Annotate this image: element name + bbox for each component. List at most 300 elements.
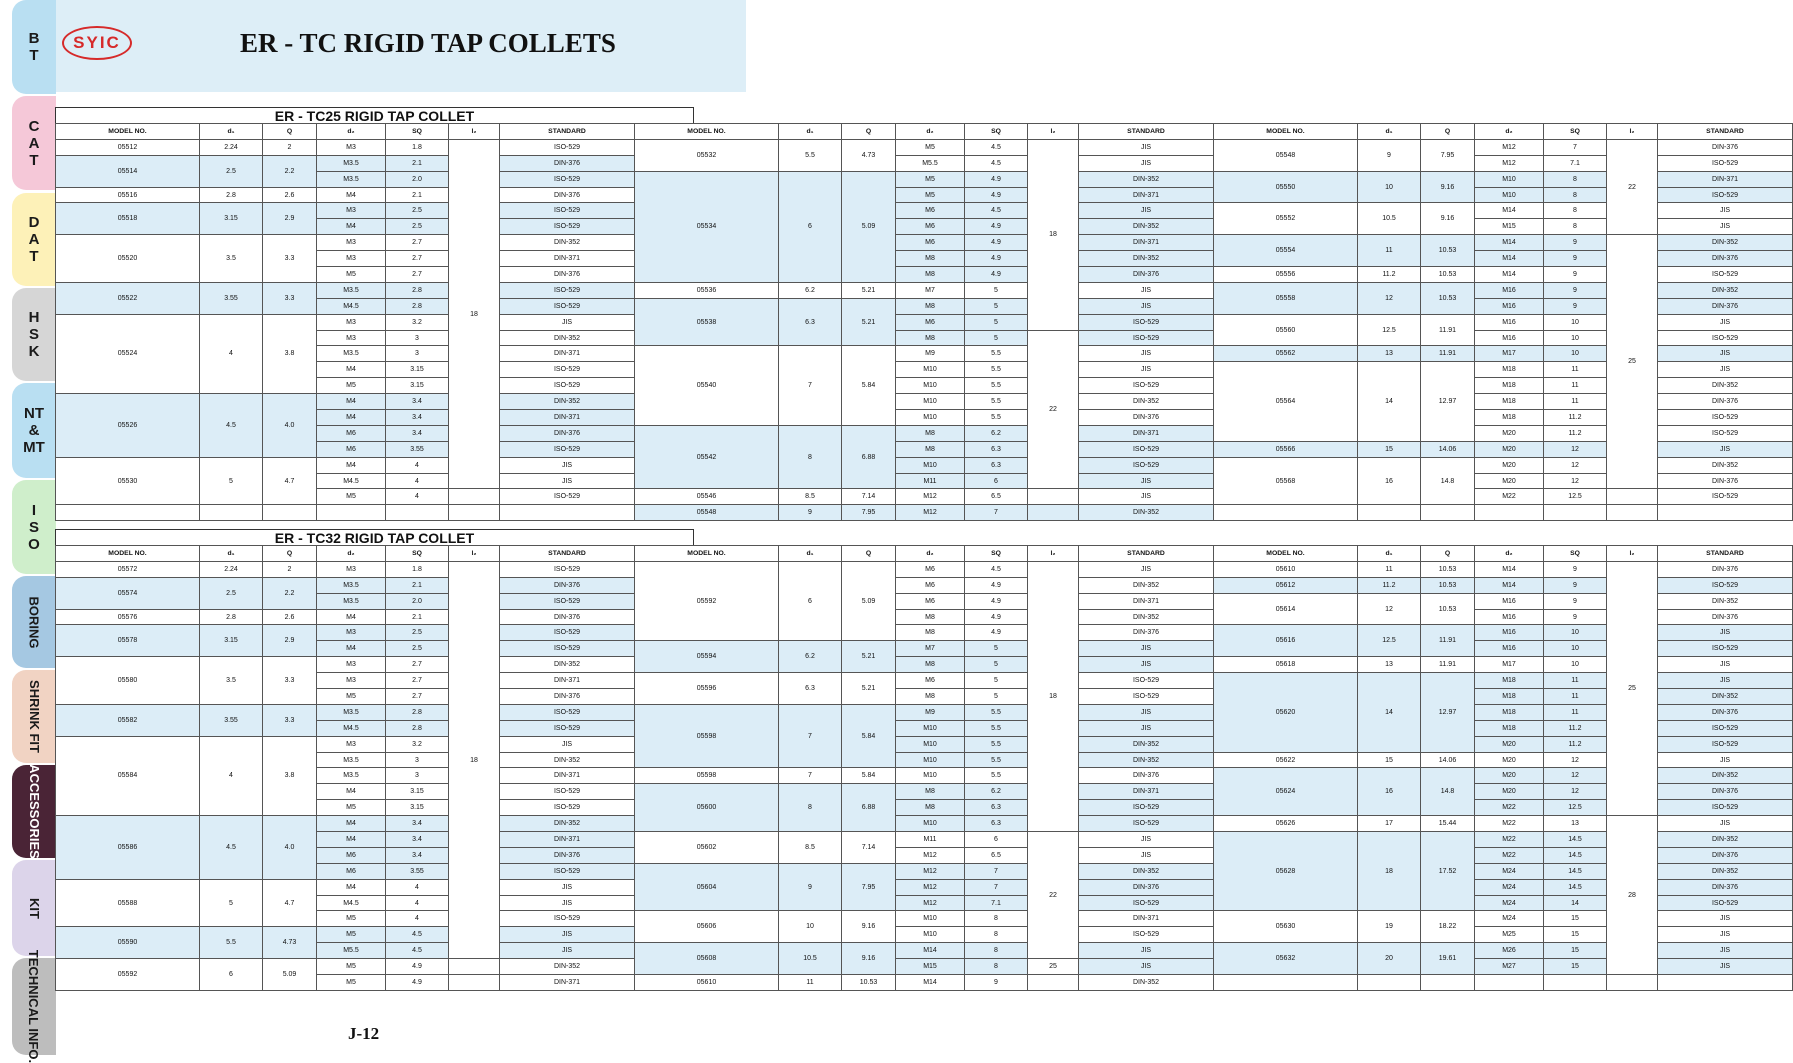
d2-cell: M20 xyxy=(1475,768,1544,784)
standard-cell: DIN-376 xyxy=(1658,251,1793,267)
model-no-cell: 05556 xyxy=(1214,267,1358,283)
d2-cell: M8 xyxy=(896,425,965,441)
standard-cell: ISO-529 xyxy=(1658,410,1793,426)
d1-cell: 8 xyxy=(779,784,842,832)
sq-cell: 4.5 xyxy=(386,927,449,943)
standard-cell: JIS xyxy=(1658,816,1793,832)
d1-cell: 9 xyxy=(779,863,842,911)
column-header: l₂ xyxy=(449,124,500,140)
d2-cell: M11 xyxy=(896,832,965,848)
d2-cell: M8 xyxy=(896,298,965,314)
d1-cell: 12.5 xyxy=(1358,314,1421,346)
q-cell: 5.21 xyxy=(842,282,896,298)
sq-cell: 4.9 xyxy=(965,609,1028,625)
sq-cell: 11.2 xyxy=(1544,736,1607,752)
standard-cell: JIS xyxy=(1658,625,1793,641)
model-no-cell: 05582 xyxy=(56,704,200,736)
sq-cell: 5 xyxy=(965,641,1028,657)
sq-cell: 2.7 xyxy=(386,235,449,251)
standard-cell: ISO-529 xyxy=(500,720,635,736)
q-cell: 5.84 xyxy=(842,704,896,768)
sq-cell: 12 xyxy=(1544,473,1607,489)
standard-cell: ISO-529 xyxy=(1079,895,1214,911)
q-cell: 4.7 xyxy=(263,457,317,505)
standard-cell: DIN-376 xyxy=(1079,768,1214,784)
d2-cell: M3.5 xyxy=(317,282,386,298)
d2-cell: M5 xyxy=(317,975,386,991)
d2-cell: M8 xyxy=(896,330,965,346)
q-cell: 10.53 xyxy=(1421,593,1475,625)
sq-cell: 6.3 xyxy=(965,441,1028,457)
sq-cell: 2.5 xyxy=(386,625,449,641)
column-header: MODEL NO. xyxy=(1214,124,1358,140)
d2-cell: M17 xyxy=(1475,657,1544,673)
standard-cell: ISO-529 xyxy=(500,203,635,219)
standard-cell: ISO-529 xyxy=(500,641,635,657)
l2-cell: 22 xyxy=(1028,330,1079,489)
model-no-cell: 05520 xyxy=(56,235,200,283)
model-no-cell: 05600 xyxy=(635,784,779,832)
sq-cell: 3.15 xyxy=(386,362,449,378)
standard-cell: ISO-529 xyxy=(1658,155,1793,171)
model-no-cell: 05632 xyxy=(1214,943,1358,975)
model-no-cell: 05524 xyxy=(56,314,200,393)
empty-cell xyxy=(1214,975,1358,991)
d2-cell: M10 xyxy=(896,720,965,736)
d2-cell: M12 xyxy=(896,505,965,521)
d1-cell: 11.2 xyxy=(1358,577,1421,593)
column-header: d₂ xyxy=(896,546,965,562)
d2-cell: M18 xyxy=(1475,673,1544,689)
tab-shrink-fit[interactable]: SHRINK FIT xyxy=(12,670,56,763)
d2-cell: M20 xyxy=(1475,425,1544,441)
model-no-cell: 05560 xyxy=(1214,314,1358,346)
tab-boring[interactable]: BORING xyxy=(12,576,56,668)
sq-cell: 4.9 xyxy=(386,975,449,991)
standard-cell: ISO-529 xyxy=(1079,800,1214,816)
d2-cell: M6 xyxy=(896,203,965,219)
standard-cell: JIS xyxy=(1658,362,1793,378)
q-cell: 3.3 xyxy=(263,704,317,736)
d2-cell: M4 xyxy=(317,187,386,203)
standard-cell: DIN-352 xyxy=(500,657,635,673)
column-header: STANDARD xyxy=(1658,546,1793,562)
sq-cell: 11.2 xyxy=(1544,410,1607,426)
standard-cell: ISO-529 xyxy=(500,800,635,816)
tab-bt[interactable]: B T xyxy=(12,0,56,94)
standard-cell: DIN-371 xyxy=(1079,425,1214,441)
model-no-cell: 05620 xyxy=(1214,673,1358,752)
q-cell: 19.61 xyxy=(1421,943,1475,975)
standard-cell: ISO-529 xyxy=(1658,736,1793,752)
sq-cell: 3.4 xyxy=(386,425,449,441)
model-no-cell: 05530 xyxy=(56,457,200,505)
standard-cell: ISO-529 xyxy=(500,704,635,720)
d2-cell: M8 xyxy=(896,689,965,705)
q-cell: 3.8 xyxy=(263,736,317,815)
sq-cell: 9 xyxy=(1544,235,1607,251)
sq-cell: 6.2 xyxy=(965,425,1028,441)
standard-cell: JIS xyxy=(1079,139,1214,155)
sq-cell: 3.55 xyxy=(386,863,449,879)
model-no-cell: 05562 xyxy=(1214,346,1358,362)
q-cell: 12.97 xyxy=(1421,673,1475,752)
sq-cell: 8 xyxy=(965,943,1028,959)
sq-cell: 10 xyxy=(1544,657,1607,673)
model-no-cell: 05516 xyxy=(56,187,200,203)
model-no-cell: 05588 xyxy=(56,879,200,927)
sq-cell: 15 xyxy=(1544,959,1607,975)
d2-cell: M20 xyxy=(1475,784,1544,800)
d2-cell: M8 xyxy=(896,609,965,625)
empty-cell xyxy=(1358,505,1421,521)
d2-cell: M18 xyxy=(1475,378,1544,394)
standard-cell: DIN-371 xyxy=(500,673,635,689)
d2-cell: M20 xyxy=(1475,752,1544,768)
model-no-cell: 05608 xyxy=(635,943,779,975)
sq-cell: 7.1 xyxy=(965,895,1028,911)
tab-cat[interactable]: C A T xyxy=(12,96,56,190)
model-no-cell: 05514 xyxy=(56,155,200,187)
sq-cell: 6.3 xyxy=(965,457,1028,473)
sq-cell: 6.3 xyxy=(965,816,1028,832)
tab-dat[interactable]: D A T xyxy=(12,193,56,286)
q-cell: 5.21 xyxy=(842,298,896,346)
sq-cell: 2.8 xyxy=(386,298,449,314)
tc25-table-section xyxy=(55,107,1744,521)
d1-cell: 7 xyxy=(779,704,842,768)
d2-cell: M12 xyxy=(896,879,965,895)
d2-cell: M6 xyxy=(317,847,386,863)
model-no-cell: 05594 xyxy=(635,641,779,673)
standard-cell: DIN-352 xyxy=(500,330,635,346)
tab-hsk[interactable]: H S K xyxy=(12,288,56,381)
sq-cell: 2.0 xyxy=(386,171,449,187)
model-no-cell: 05540 xyxy=(635,346,779,425)
sq-cell: 3.15 xyxy=(386,784,449,800)
d2-cell: M6 xyxy=(896,673,965,689)
column-header: d₁ xyxy=(1358,546,1421,562)
l2-cell: 18 xyxy=(1028,561,1079,831)
d2-cell: M24 xyxy=(1475,911,1544,927)
q-cell: 14.8 xyxy=(1421,768,1475,816)
standard-cell: DIN-352 xyxy=(1079,394,1214,410)
d1-cell: 6 xyxy=(779,171,842,282)
sq-cell: 14.5 xyxy=(1544,832,1607,848)
sq-cell: 2.1 xyxy=(386,609,449,625)
d2-cell: M8 xyxy=(896,251,965,267)
sq-cell: 12 xyxy=(1544,457,1607,473)
sq-cell: 3.4 xyxy=(386,410,449,426)
d2-cell: M18 xyxy=(1475,362,1544,378)
sq-cell: 5 xyxy=(965,689,1028,705)
d2-cell: M5 xyxy=(896,139,965,155)
standard-cell: DIN-352 xyxy=(1079,736,1214,752)
sq-cell: 8 xyxy=(1544,171,1607,187)
d2-cell: M10 xyxy=(896,394,965,410)
d1-cell: 17 xyxy=(1358,816,1421,832)
d1-cell: 13 xyxy=(1358,657,1421,673)
standard-cell: JIS xyxy=(500,736,635,752)
sq-cell: 11 xyxy=(1544,704,1607,720)
sq-cell: 7 xyxy=(965,879,1028,895)
q-cell: 5.21 xyxy=(842,641,896,673)
d2-cell: M3.5 xyxy=(317,346,386,362)
column-header: Q xyxy=(1421,546,1475,562)
standard-cell: JIS xyxy=(1079,203,1214,219)
page-title: ER - TC RIGID TAP COLLETS xyxy=(240,28,616,58)
column-header: d₂ xyxy=(1475,124,1544,140)
q-cell: 5.21 xyxy=(842,673,896,705)
column-header: l₂ xyxy=(449,546,500,562)
standard-cell: DIN-352 xyxy=(500,235,635,251)
sq-cell: 12.5 xyxy=(1544,800,1607,816)
tab-kit[interactable]: KIT xyxy=(12,860,56,956)
standard-cell: DIN-371 xyxy=(1079,593,1214,609)
d2-cell: M12 xyxy=(896,489,965,505)
standard-cell: DIN-352 xyxy=(1079,975,1214,991)
d1-cell: 2.5 xyxy=(200,577,263,609)
standard-cell: DIN-352 xyxy=(1658,863,1793,879)
d1-cell: 10.5 xyxy=(1358,203,1421,235)
d2-cell: M6 xyxy=(896,314,965,330)
sq-cell: 3 xyxy=(386,768,449,784)
standard-cell: DIN-371 xyxy=(500,410,635,426)
sq-cell: 6 xyxy=(965,473,1028,489)
d2-cell: M3.5 xyxy=(317,155,386,171)
standard-cell: JIS xyxy=(1079,704,1214,720)
standard-cell: DIN-352 xyxy=(1658,689,1793,705)
q-cell: 4.73 xyxy=(842,139,896,171)
standard-cell: JIS xyxy=(500,879,635,895)
d2-cell: M3 xyxy=(317,139,386,155)
standard-cell: DIN-376 xyxy=(500,689,635,705)
sq-cell: 5.5 xyxy=(965,720,1028,736)
sq-cell: 5.5 xyxy=(965,736,1028,752)
d2-cell: M8 xyxy=(896,441,965,457)
column-header: STANDARD xyxy=(1079,546,1214,562)
standard-cell: ISO-529 xyxy=(1079,673,1214,689)
d2-cell: M14 xyxy=(1475,203,1544,219)
sq-cell: 2.1 xyxy=(386,155,449,171)
q-cell: 2 xyxy=(263,561,317,577)
sq-cell: 3.55 xyxy=(386,441,449,457)
d1-cell: 3.55 xyxy=(200,704,263,736)
q-cell: 2 xyxy=(263,139,317,155)
d2-cell: M6 xyxy=(896,577,965,593)
tc32-table-section xyxy=(55,529,1744,991)
d2-cell: M18 xyxy=(1475,720,1544,736)
q-cell: 15.44 xyxy=(1421,816,1475,832)
standard-cell: DIN-352 xyxy=(500,752,635,768)
standard-cell: ISO-529 xyxy=(500,784,635,800)
sq-cell: 5.5 xyxy=(965,410,1028,426)
model-no-cell: 05526 xyxy=(56,394,200,458)
sq-cell: 6 xyxy=(965,832,1028,848)
standard-cell: ISO-529 xyxy=(500,593,635,609)
sq-cell: 3 xyxy=(386,330,449,346)
d1-cell: 6.2 xyxy=(779,282,842,298)
q-cell: 3.3 xyxy=(263,282,317,314)
model-no-cell: 05512 xyxy=(56,139,200,155)
standard-cell: DIN-376 xyxy=(1658,394,1793,410)
standard-cell: JIS xyxy=(500,943,635,959)
sq-cell: 4.9 xyxy=(386,959,449,975)
standard-cell: DIN-352 xyxy=(1079,577,1214,593)
model-no-cell: 05538 xyxy=(635,298,779,346)
empty-cell xyxy=(317,505,386,521)
standard-cell: DIN-376 xyxy=(500,425,635,441)
sq-cell: 4 xyxy=(386,879,449,895)
sq-cell: 10 xyxy=(1544,346,1607,362)
q-cell: 4.7 xyxy=(263,879,317,927)
standard-cell: ISO-529 xyxy=(500,139,635,155)
standard-cell: ISO-529 xyxy=(500,561,635,577)
empty-cell xyxy=(1475,975,1544,991)
standard-cell: DIN-371 xyxy=(1079,911,1214,927)
column-header: MODEL NO. xyxy=(635,546,779,562)
tab-nt-mt[interactable]: NT & MT xyxy=(12,383,56,478)
standard-cell: JIS xyxy=(1079,282,1214,298)
standard-cell: ISO-529 xyxy=(1658,425,1793,441)
standard-cell: DIN-376 xyxy=(1658,847,1793,863)
standard-cell: ISO-529 xyxy=(1658,641,1793,657)
d2-cell: M12 xyxy=(1475,155,1544,171)
d2-cell: M12 xyxy=(896,895,965,911)
standard-cell: ISO-529 xyxy=(500,362,635,378)
standard-cell: JIS xyxy=(1658,203,1793,219)
standard-cell: JIS xyxy=(1079,298,1214,314)
standard-cell: DIN-352 xyxy=(1658,832,1793,848)
standard-cell: JIS xyxy=(1079,959,1214,975)
column-header: MODEL NO. xyxy=(635,124,779,140)
q-cell: 14.06 xyxy=(1421,441,1475,457)
standard-cell: DIN-371 xyxy=(500,975,635,991)
d2-cell: M6 xyxy=(317,441,386,457)
sq-cell: 6.5 xyxy=(965,847,1028,863)
d2-cell: M3 xyxy=(317,736,386,752)
d1-cell: 19 xyxy=(1358,911,1421,943)
d2-cell: M16 xyxy=(1475,330,1544,346)
model-no-cell: 05546 xyxy=(635,489,779,505)
d1-cell: 5.5 xyxy=(779,139,842,171)
column-header: d₁ xyxy=(1358,124,1421,140)
column-header: l₂ xyxy=(1607,124,1658,140)
standard-cell: JIS xyxy=(500,314,635,330)
sq-cell: 5 xyxy=(965,298,1028,314)
sq-cell: 2.7 xyxy=(386,673,449,689)
d1-cell: 5 xyxy=(200,879,263,927)
d2-cell: M4 xyxy=(317,816,386,832)
standard-cell: DIN-352 xyxy=(1658,282,1793,298)
l2-cell: 18 xyxy=(449,139,500,489)
d1-cell: 20 xyxy=(1358,943,1421,975)
q-cell: 2.9 xyxy=(263,625,317,657)
d1-cell: 13 xyxy=(1358,346,1421,362)
sq-cell: 2.8 xyxy=(386,720,449,736)
d2-cell: M12 xyxy=(896,863,965,879)
empty-cell xyxy=(1475,505,1544,521)
model-no-cell: 05596 xyxy=(635,673,779,705)
model-no-cell: 05536 xyxy=(635,282,779,298)
tab-accessories[interactable]: ACCESSORIES xyxy=(12,765,56,858)
q-cell: 3.8 xyxy=(263,314,317,393)
column-header: d₁ xyxy=(779,124,842,140)
standard-cell: DIN-376 xyxy=(500,155,635,171)
sq-cell: 9 xyxy=(1544,561,1607,577)
tc32-title: ER - TC32 RIGID TAP COLLET xyxy=(55,529,694,545)
sq-cell: 14.5 xyxy=(1544,879,1607,895)
sq-cell: 15 xyxy=(1544,911,1607,927)
sq-cell: 4 xyxy=(386,911,449,927)
l2-cell xyxy=(1607,489,1658,505)
sq-cell: 15 xyxy=(1544,943,1607,959)
column-header: SQ xyxy=(965,546,1028,562)
tab-technical-info[interactable]: TECHNICAL INFO. xyxy=(12,958,56,1055)
standard-cell: ISO-529 xyxy=(1658,895,1793,911)
d1-cell: 6 xyxy=(779,561,842,640)
d1-cell: 3.55 xyxy=(200,282,263,314)
standard-cell: JIS xyxy=(1079,473,1214,489)
standard-cell: DIN-371 xyxy=(500,832,635,848)
d2-cell: M10 xyxy=(896,911,965,927)
sq-cell: 3.15 xyxy=(386,800,449,816)
sq-cell: 12.5 xyxy=(1544,489,1607,505)
d1-cell: 3.15 xyxy=(200,625,263,657)
standard-cell: ISO-529 xyxy=(500,911,635,927)
standard-cell: DIN-376 xyxy=(1079,267,1214,283)
d1-cell: 8.5 xyxy=(779,832,842,864)
standard-cell: ISO-529 xyxy=(500,171,635,187)
d2-cell: M4 xyxy=(317,609,386,625)
tc25-title: ER - TC25 RIGID TAP COLLET xyxy=(55,107,694,123)
sq-cell: 2.1 xyxy=(386,187,449,203)
d2-cell: M3.5 xyxy=(317,704,386,720)
standard-cell: DIN-376 xyxy=(1658,139,1793,155)
d2-cell: M4 xyxy=(317,362,386,378)
q-cell: 10.53 xyxy=(1421,577,1475,593)
column-header: MODEL NO. xyxy=(1214,546,1358,562)
d2-cell: M16 xyxy=(1475,298,1544,314)
column-header: SQ xyxy=(386,546,449,562)
sq-cell: 11.2 xyxy=(1544,425,1607,441)
tab-iso[interactable]: I S O xyxy=(12,480,56,574)
l2-cell: 25 xyxy=(1028,959,1079,975)
l2-cell: 22 xyxy=(1607,139,1658,234)
d2-cell: M15 xyxy=(896,959,965,975)
standard-cell: JIS xyxy=(1658,657,1793,673)
d1-cell: 10 xyxy=(1358,171,1421,203)
sq-cell: 5.5 xyxy=(965,394,1028,410)
sq-cell: 1.8 xyxy=(386,561,449,577)
d2-cell: M4 xyxy=(317,410,386,426)
sq-cell: 15 xyxy=(1544,927,1607,943)
d2-cell: M3 xyxy=(317,657,386,673)
q-cell: 14.06 xyxy=(1421,752,1475,768)
standard-cell: DIN-352 xyxy=(1658,235,1793,251)
d1-cell: 14 xyxy=(1358,362,1421,441)
sq-cell: 4.9 xyxy=(965,235,1028,251)
d2-cell: M10 xyxy=(1475,187,1544,203)
sq-cell: 4.9 xyxy=(965,267,1028,283)
sq-cell: 10 xyxy=(1544,641,1607,657)
d2-cell: M3.5 xyxy=(317,171,386,187)
column-header: d₂ xyxy=(317,124,386,140)
standard-cell: JIS xyxy=(500,457,635,473)
d2-cell: M18 xyxy=(1475,689,1544,705)
model-no-cell: 05566 xyxy=(1214,441,1358,457)
d2-cell: M10 xyxy=(896,752,965,768)
